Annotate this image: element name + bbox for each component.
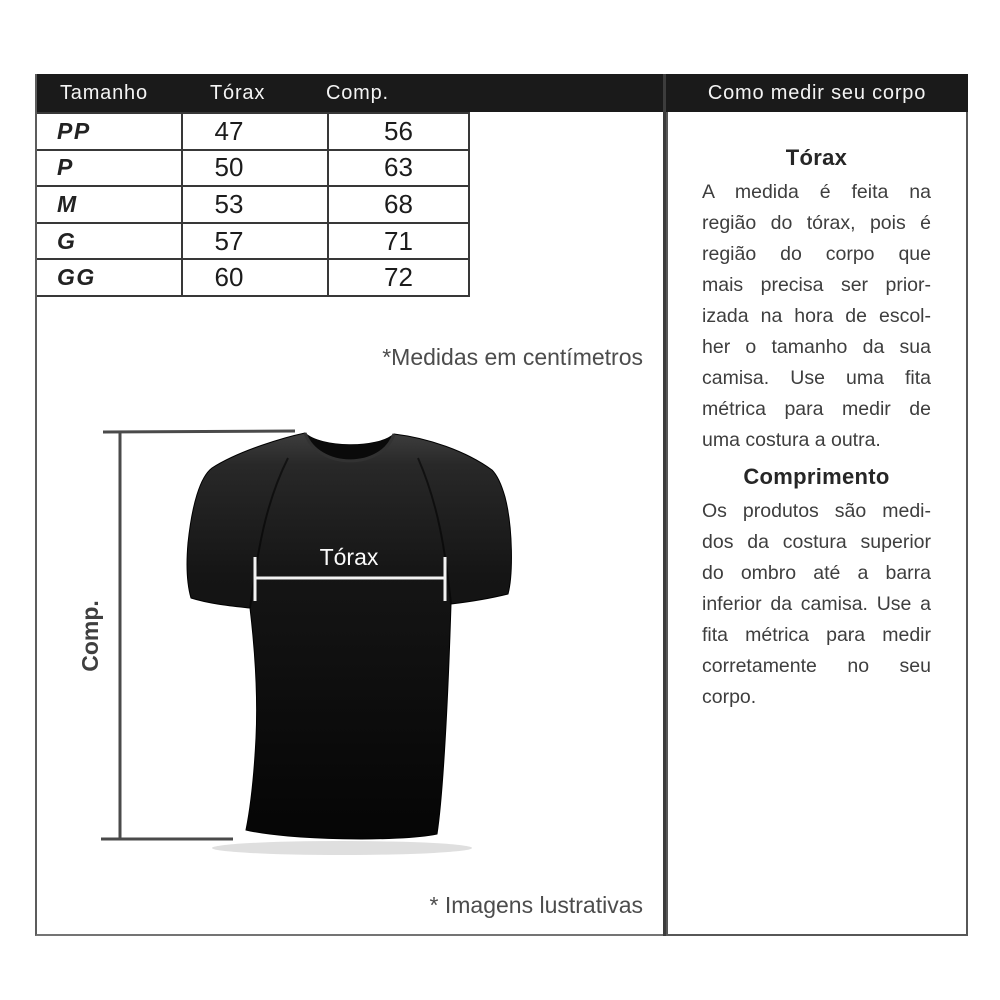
cell-torax: 47 <box>181 114 327 149</box>
instruction-line: corretamente no seu <box>702 655 931 677</box>
torax-measure-label: Tórax <box>319 544 379 570</box>
cell-torax: 50 <box>181 151 327 186</box>
column-header-tamanho: Tamanho <box>60 82 148 104</box>
instruction-line: métrica para medir de <box>702 398 931 420</box>
cell-torax: 60 <box>181 260 327 295</box>
comp-measure-top-tick <box>103 431 295 432</box>
how-to-measure-panel <box>666 74 968 936</box>
torax-instructions <box>702 177 931 456</box>
units-note: *Medidas em centímetros <box>382 344 643 370</box>
instruction-line: dos da costura superior <box>702 531 931 553</box>
cell-comp: 63 <box>327 151 468 186</box>
section-heading-torax: Tórax <box>785 145 848 170</box>
table-row <box>37 258 468 295</box>
column-header-comp: Comp. <box>326 82 389 104</box>
tshirt-illustration <box>187 433 511 839</box>
cell-size: GG <box>57 264 96 291</box>
panel-body <box>666 112 968 936</box>
table-header-bar <box>35 74 664 112</box>
comprimento-instructions <box>702 496 931 713</box>
panel-title: Como medir seu corpo <box>666 74 968 112</box>
table-row <box>37 149 468 186</box>
instruction-line: do ombro até a barra <box>702 562 931 584</box>
cell-torax: 53 <box>181 187 327 222</box>
tshirt-measurement-diagram <box>35 408 665 870</box>
comp-measure-label: Comp. <box>77 600 103 672</box>
cell-comp: 71 <box>327 224 468 259</box>
instruction-line: her o tamanho da sua <box>702 336 931 358</box>
instruction-line: Os produtos são medi- <box>702 500 931 522</box>
instruction-line: uma costura a outra. <box>702 429 881 451</box>
instruction-line: região do tórax, pois é <box>702 212 931 234</box>
section-heading-comprimento: Comprimento <box>743 464 890 489</box>
instruction-line: fita métrica para medir <box>702 624 931 646</box>
size-table <box>35 112 470 297</box>
shirt-shadow <box>212 841 472 855</box>
instruction-line: inferior da camisa. Use a <box>702 593 931 615</box>
instruction-line: região do corpo que <box>702 243 931 265</box>
cell-size: PP <box>57 117 91 144</box>
instruction-line: mais precisa ser prior- <box>702 274 931 296</box>
cell-comp: 72 <box>327 260 468 295</box>
cell-comp: 68 <box>327 187 468 222</box>
instruction-line: corpo. <box>702 686 757 708</box>
cell-size: M <box>57 190 78 217</box>
instruction-line: camisa. Use uma fita <box>702 367 931 389</box>
instruction-line: izada na hora de escol- <box>702 305 931 327</box>
cell-comp: 56 <box>327 114 468 149</box>
table-row <box>37 222 468 259</box>
table-row <box>37 185 468 222</box>
column-header-torax: Tórax <box>210 82 266 104</box>
cell-torax: 57 <box>181 224 327 259</box>
cell-size: G <box>57 227 77 254</box>
instruction-line: A medida é feita na <box>702 181 931 203</box>
table-row <box>37 112 468 149</box>
illustrative-images-note: * Imagens lustrativas <box>429 892 643 918</box>
cell-size: P <box>57 154 74 181</box>
